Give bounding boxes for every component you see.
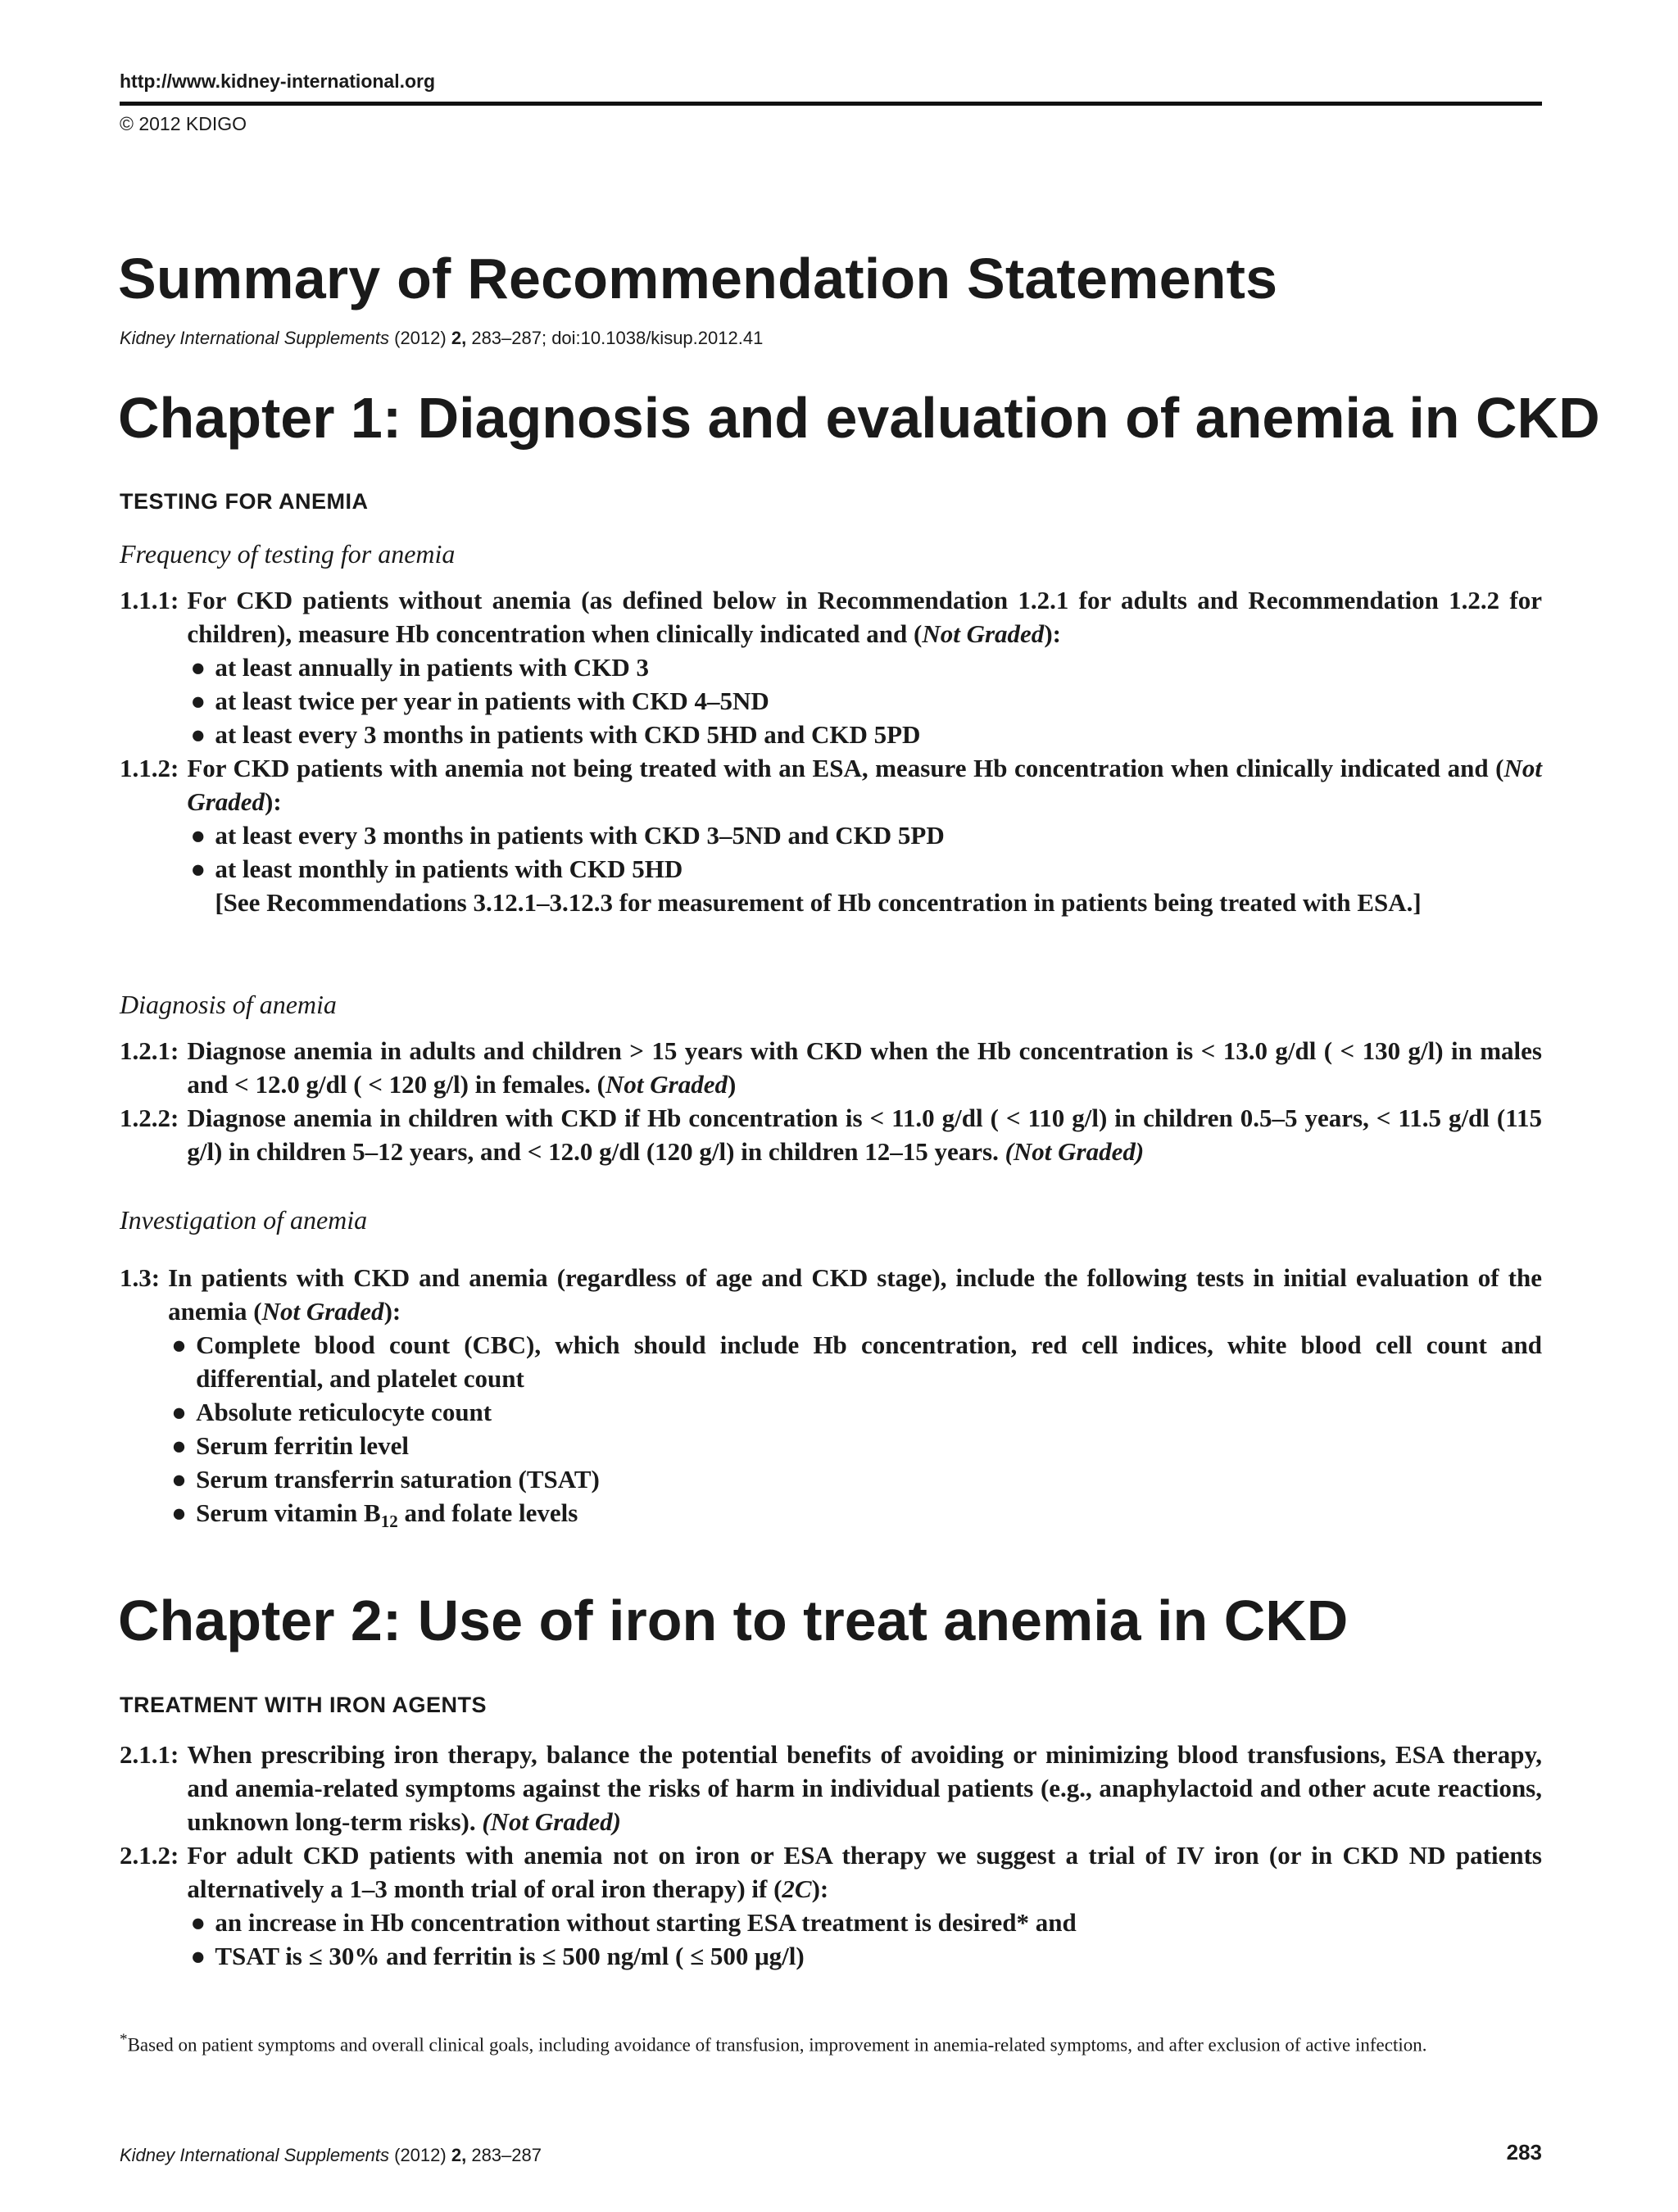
recommendation-1-2-2 — [120, 1101, 1542, 1168]
recommendation-number: 1.3: — [120, 1263, 161, 1292]
bullet-icon: ● — [190, 687, 206, 715]
grade-label: Not Graded — [605, 1070, 728, 1099]
bullet-icon: ● — [190, 854, 206, 883]
grade-label: Not Graded — [922, 619, 1045, 648]
recommendation-text: For CKD patients without anemia (as defined below in Recommendation 1.2.1 for adults and Recommendation 1.2.2 for children), measure Hb concentration when clinically indicated and ( — [187, 586, 1542, 648]
list-item — [187, 852, 1542, 886]
bullet-icon: ● — [171, 1398, 187, 1426]
citation-journal: Kidney International Supplements — [120, 328, 389, 348]
bullet-icon: ● — [171, 1330, 187, 1359]
recommendation-text: For adult CKD patients with anemia not on iron or ESA therapy we suggest a trial of IV iron (or in CKD ND patients alternatively a 1–3 month trial of oral iron therapy) if ( — [187, 1841, 1542, 1903]
bullet-icon: ● — [171, 1431, 187, 1460]
recommendation-number: 2.1.2: — [120, 1841, 179, 1870]
b12-text-pre: Serum vitamin B — [196, 1498, 381, 1527]
chapter1-title: Chapter 1: Diagnosis and evaluation of anemia in CKD — [118, 386, 1600, 450]
footer-year: (2012) — [394, 2145, 447, 2165]
recommendation-number: 1.1.1: — [120, 586, 179, 614]
subheading-frequency: Frequency of testing for anemia — [120, 539, 456, 569]
header-rule — [120, 102, 1542, 106]
page-title: Summary of Recommendation Statements — [118, 247, 1278, 310]
footnote — [120, 2027, 1542, 2058]
recommendation-text-close: ): — [265, 787, 282, 816]
subheading-diagnosis: Diagnosis of anemia — [120, 990, 337, 1019]
list-item — [168, 1496, 1542, 1539]
recommendation-number: 1.1.2: — [120, 754, 179, 782]
list-item-text: Absolute reticulocyte count — [196, 1398, 492, 1426]
recommendation-2-1-1 — [120, 1738, 1542, 1838]
recommendation-text-close: ): — [1044, 619, 1061, 648]
list-item — [168, 1395, 1542, 1429]
list-item-text: an increase in Hb concentration without starting ESA treatment is desired* and — [215, 1908, 1077, 1937]
recommendation-text: When prescribing iron therapy, balance the potential benefits of avoiding or minimizing blood transfusions, ESA therapy, and anemia-related symptoms against the risks of harm in individual patients (e.g., anaphylactoid and other acute reactions, unknown long-term risks). — [187, 1740, 1542, 1836]
recommendation-text: For CKD patients with anemia not being treated with an ESA, measure Hb concentration when clinically indicated and ( — [187, 754, 1504, 782]
header-url[interactable]: http://www.kidney-international.org — [120, 70, 436, 92]
recommendation-2-1-2 — [120, 1838, 1542, 1973]
list-item — [168, 1429, 1542, 1462]
grade-label: Not Graded — [261, 1297, 384, 1326]
list-item — [168, 1462, 1542, 1496]
b12-text-post: and folate levels — [397, 1498, 578, 1527]
list-item-text: TSAT is ≤ 30% and ferritin is ≤ 500 ng/ml ( ≤ 500 μg/l) — [215, 1942, 805, 1970]
bullet-icon: ● — [190, 1942, 206, 1970]
footer-journal: Kidney International Supplements — [120, 2145, 389, 2165]
bullet-icon: ● — [190, 653, 206, 682]
recommendation-number: 1.2.1: — [120, 1036, 179, 1065]
footnote-mark: * — [120, 2031, 128, 2048]
recommendation-1-3 — [120, 1261, 1542, 1539]
recommendation-text-close: ): — [383, 1297, 401, 1326]
list-item-text — [196, 1498, 578, 1532]
footer-pages: 283–287 — [471, 2145, 542, 2165]
subheading-investigation: Investigation of anemia — [120, 1205, 368, 1235]
bullet-icon: ● — [190, 821, 206, 850]
list-item-text: Serum transferrin saturation (TSAT) — [196, 1465, 600, 1494]
page-number: 283 — [1506, 2140, 1542, 2164]
grade-label: 2C — [782, 1874, 812, 1903]
list-item — [187, 684, 1542, 718]
list-item-text: at least annually in patients with CKD 3 — [215, 653, 649, 682]
bullet-icon: ● — [171, 1498, 187, 1527]
list-item-text: Serum ferritin level — [196, 1431, 410, 1460]
chapter2-section-heading: TREATMENT WITH IRON AGENTS — [120, 1693, 487, 1717]
bullet-list — [187, 1906, 1542, 1973]
grade-label: (Not Graded) — [1005, 1137, 1145, 1166]
bullet-icon: ● — [190, 1908, 206, 1937]
recommendation-text-close: ) — [727, 1070, 737, 1099]
citation-year: (2012) — [394, 328, 447, 348]
recommendation-text-close: ): — [811, 1874, 829, 1903]
recommendation-number: 1.2.2: — [120, 1104, 179, 1132]
bullet-icon: ● — [171, 1465, 187, 1494]
recommendation-text: Diagnose anemia in children with CKD if Hb concentration is < 11.0 g/dl ( < 110 g/l) in children 0.5–5 years, < 11.5 g/dl (115 g/l) in children 5–12 years, and < 12.0 g/dl (120 g/l) in children 12–15 years. — [187, 1104, 1542, 1166]
footnote-text: Based on patient symptoms and overall clinical goals, including avoidance of transfusion, improvement in anemia-related symptoms, and after exclusion of active infection. — [127, 2034, 1427, 2056]
recommendation-1-1-2 — [120, 751, 1542, 919]
b12-subscript: 12 — [380, 1512, 398, 1532]
list-item — [187, 1906, 1542, 1939]
list-item — [187, 650, 1542, 684]
recommendation-text: Diagnose anemia in adults and children > 15 years with CKD when the Hb concentration is < 13.0 g/dl ( < 130 g/l) in males and < 12.0 g/dl ( < 120 g/l) in females. ( — [187, 1036, 1542, 1099]
list-item-text: at least monthly in patients with CKD 5HD — [215, 854, 683, 883]
recommendation-1-2-1 — [120, 1034, 1542, 1101]
list-item-text: at least every 3 months in patients with CKD 3–5ND and CKD 5PD — [215, 821, 945, 850]
recommendation-number: 2.1.1: — [120, 1740, 179, 1769]
list-item — [187, 818, 1542, 852]
grade-label: (Not Graded) — [482, 1807, 621, 1836]
recommendation-1-1-1 — [120, 583, 1542, 751]
citation-rest: 283–287; doi:10.1038/kisup.2012.41 — [471, 328, 764, 348]
list-item-text: at least every 3 months in patients with CKD 5HD and CKD 5PD — [215, 720, 921, 749]
list-item — [187, 718, 1542, 751]
list-item — [168, 1328, 1542, 1395]
recommendation-text: In patients with CKD and anemia (regardless of age and CKD stage), include the following tests in initial evaluation of the anemia ( — [168, 1263, 1542, 1326]
list-item-text: at least twice per year in patients with CKD 4–5ND — [215, 687, 769, 715]
bullet-list — [187, 818, 1542, 886]
bullet-list — [187, 650, 1542, 751]
list-item-text: Complete blood count (CBC), which should include Hb concentration, red cell indices, white blood cell count and differential, and platelet count — [196, 1330, 1542, 1393]
footer-volume: 2, — [451, 2145, 467, 2165]
cross-reference-note: [See Recommendations 3.12.1–3.12.3 for measurement of Hb concentration in patients being treated with ESA.] — [215, 888, 1422, 917]
bullet-list — [168, 1328, 1542, 1539]
citation — [120, 328, 763, 349]
header-copyright: © 2012 KDIGO — [120, 113, 247, 134]
list-item — [187, 1939, 1542, 1973]
grade-label: Not Graded — [187, 754, 1542, 816]
chapter2-title: Chapter 2: Use of iron to treat anemia in CKD — [118, 1589, 1349, 1652]
citation-volume: 2, — [451, 328, 467, 348]
chapter1-section-heading: TESTING FOR ANEMIA — [120, 489, 369, 514]
bullet-icon: ● — [190, 720, 206, 749]
footer-citation — [120, 2145, 542, 2166]
